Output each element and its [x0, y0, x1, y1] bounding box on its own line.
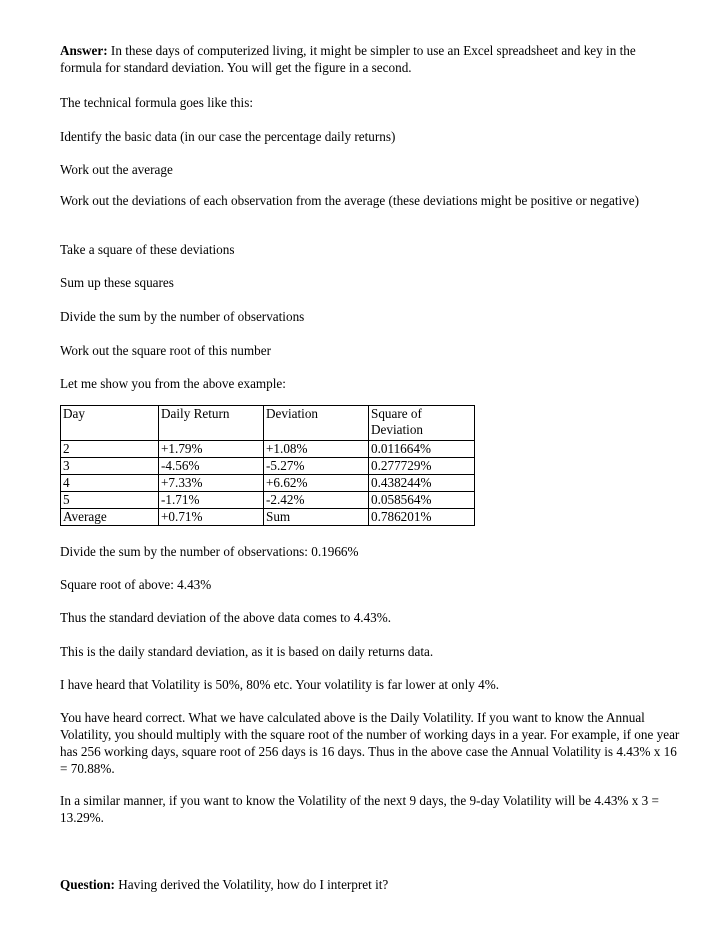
body-text: You have heard correct. What we have calculated above is the Daily Volatility. If you want to know the Annual Volatility, you should multiply with the square root of the number of working days in a year. For example, if one year has 256 working days, square root of 256 days is 16 days. Thus in the above case the Annual Volatility is 4.43% x 16 = 70.88%. — [60, 710, 680, 776]
answer-label: Answer: — [60, 43, 108, 58]
body-text: This is the daily standard deviation, as it is based on daily returns data. — [60, 644, 434, 659]
step-text: Sum up these squares — [60, 275, 174, 290]
table-cell: 0.786201% — [369, 509, 475, 526]
table-cell: Sum — [264, 509, 369, 526]
table-cell: 0.058564% — [369, 492, 475, 509]
table-cell: +1.79% — [159, 441, 264, 458]
table-cell: 2 — [61, 441, 159, 458]
table-cell: 0.011664% — [369, 441, 475, 458]
table-cell: -2.42% — [264, 492, 369, 509]
body-text: I have heard that Volatility is 50%, 80% etc. Your volatility is far lower at only 4%. — [60, 677, 500, 692]
table-header-cell: Deviation — [264, 406, 369, 441]
answer-text: In these days of computerized living, it might be simpler to use an Excel spreadsheet and key in the formula for standard deviation. You will get the figure in a second. — [60, 43, 636, 75]
question-text: Having derived the Volatility, how do I interpret it? — [118, 877, 389, 892]
table-header-cell: Day — [61, 406, 159, 441]
step-text: Identify the basic data (in our case the percentage daily returns) — [60, 129, 396, 144]
table-cell: -5.27% — [264, 458, 369, 475]
step-text: Take a square of these deviations — [60, 242, 235, 257]
table-header-cell: Square of Deviation — [369, 406, 475, 441]
table-cell: -4.56% — [159, 458, 264, 475]
table-cell: 4 — [61, 475, 159, 492]
table-cell: 5 — [61, 492, 159, 509]
question-label: Question: — [60, 877, 115, 892]
table-header-cell: Daily Return — [159, 406, 264, 441]
table-cell: +0.71% — [159, 509, 264, 526]
step-text: Work out the average — [60, 162, 173, 177]
table-row — [61, 441, 475, 458]
table-cell: 3 — [61, 458, 159, 475]
table-cell: Average — [61, 509, 159, 526]
step-text: The technical formula goes like this: — [60, 95, 253, 110]
table-cell: +1.08% — [264, 441, 369, 458]
body-text: Thus the standard deviation of the above data comes to 4.43%. — [60, 610, 392, 625]
table-cell: 0.438244% — [369, 475, 475, 492]
body-text: In a similar manner, if you want to know the Volatility of the next 9 days, the 9-day Volatility will be 4.43% x 3 = 13.29%. — [60, 793, 659, 825]
table-row — [61, 509, 475, 526]
body-text: Divide the sum by the number of observations: 0.1966% — [60, 544, 359, 559]
table-header-row — [61, 406, 475, 441]
step-text: Work out the square root of this number — [60, 343, 271, 358]
volatility-table — [60, 405, 475, 526]
answer-paragraph — [60, 42, 680, 76]
table-cell: +6.62% — [264, 475, 369, 492]
table-row — [61, 475, 475, 492]
table-row — [61, 458, 475, 475]
step-text: Work out the deviations of each observation from the average (these deviations might be positive or negative) — [60, 193, 640, 208]
step-text: Let me show you from the above example: — [60, 376, 286, 391]
table-cell: -1.71% — [159, 492, 264, 509]
step-text: Divide the sum by the number of observations — [60, 309, 305, 324]
body-text: Square root of above: 4.43% — [60, 577, 212, 592]
table-row — [61, 492, 475, 509]
table-cell: +7.33% — [159, 475, 264, 492]
question-paragraph — [60, 876, 680, 893]
table-cell: 0.277729% — [369, 458, 475, 475]
